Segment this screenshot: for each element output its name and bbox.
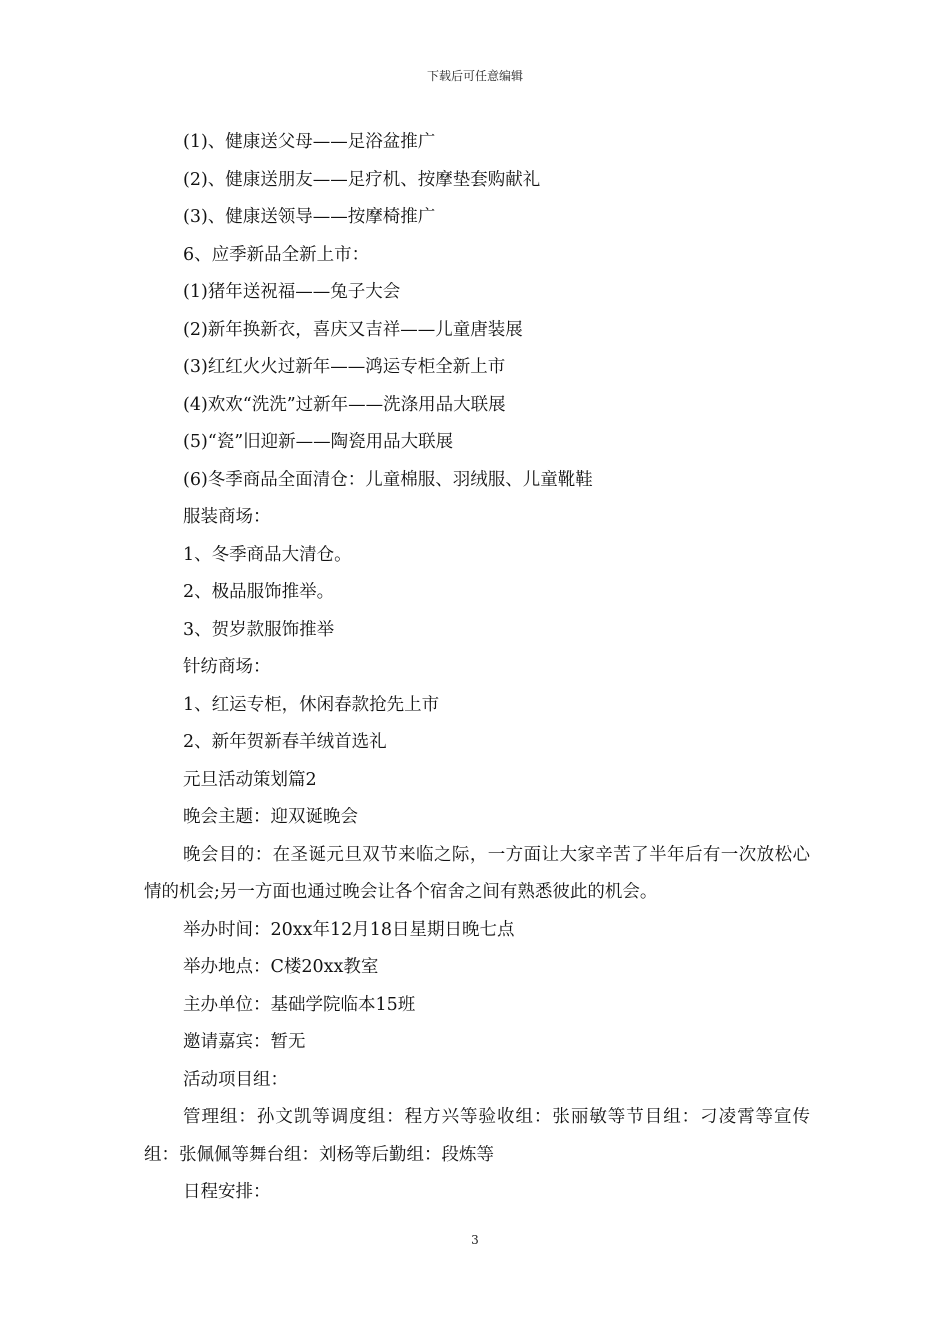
- list-item: 2、极品服饰推举。: [183, 582, 335, 602]
- section-heading: 6、应季新品全新上市：: [183, 244, 370, 265]
- page-number: 3: [471, 1233, 479, 1247]
- list-item: (6)冬季商品全面清仓：儿童棉服、羽绒服、儿童靴鞋: [183, 469, 593, 490]
- section-title: 元旦活动策划篇2: [183, 769, 317, 790]
- list-item: (2)新年换新衣，喜庆又吉祥——儿童唐装展: [183, 319, 523, 340]
- page-header: 下载后可任意编辑: [426, 69, 523, 83]
- section-heading: 日程安排：: [183, 1182, 271, 1202]
- event-organizer: 主办单位：基础学院临本15班: [183, 994, 416, 1015]
- project-groups-paragraph: 管理组：孙文凯等调度组：程方兴等验收组：张丽敏等节目组：刁凌霄等宣传组：张佩佩等舞台组：刘杨等后勤组：段炼等: [144, 1107, 810, 1165]
- section-heading: 活动项目组：: [183, 1069, 288, 1090]
- list-item: 1、冬季商品大清仓。: [183, 544, 352, 565]
- list-item: (4)欢欢“洗洗”过新年——洗涤用品大联展: [183, 394, 506, 415]
- section-heading: 针纺商场：: [183, 657, 271, 677]
- party-purpose-paragraph: 晚会目的：在圣诞元旦双节来临之际，一方面让大家辛苦了半年后有一次放松心情的机会;另一方面也通过晚会让各个宿舍之间有熟悉彼此的机会。: [144, 844, 810, 902]
- event-guests: 邀请嘉宾：暂无: [183, 1032, 306, 1052]
- list-item: (2)、健康送朋友——足疗机、按摩垫套购献礼: [183, 169, 541, 190]
- list-item: 3、贺岁款服饰推举: [183, 619, 335, 640]
- list-item: (5)“瓷”旧迎新——陶瓷用品大联展: [183, 432, 454, 452]
- section-heading: 服装商场：: [183, 507, 271, 527]
- list-item: (1)猪年送祝福——兔子大会: [183, 282, 401, 302]
- list-item: 2、新年贺新春羊绒首选礼: [183, 732, 387, 752]
- list-item: 1、红运专柜，休闲春款抢先上市: [183, 694, 440, 715]
- event-time: 举办时间：20xx年12月18日星期日晚七点: [183, 919, 515, 940]
- party-theme: 晚会主题：迎双诞晚会: [183, 807, 358, 827]
- list-item: (3)红红火火过新年——鸿运专柜全新上市: [183, 357, 506, 377]
- event-location: 举办地点：C楼20xx教室: [183, 957, 379, 977]
- document-body: [144, 124, 810, 1212]
- list-item: (1)、健康送父母——足浴盆推广: [183, 132, 436, 152]
- list-item: (3)、健康送领导——按摩椅推广: [183, 207, 436, 227]
